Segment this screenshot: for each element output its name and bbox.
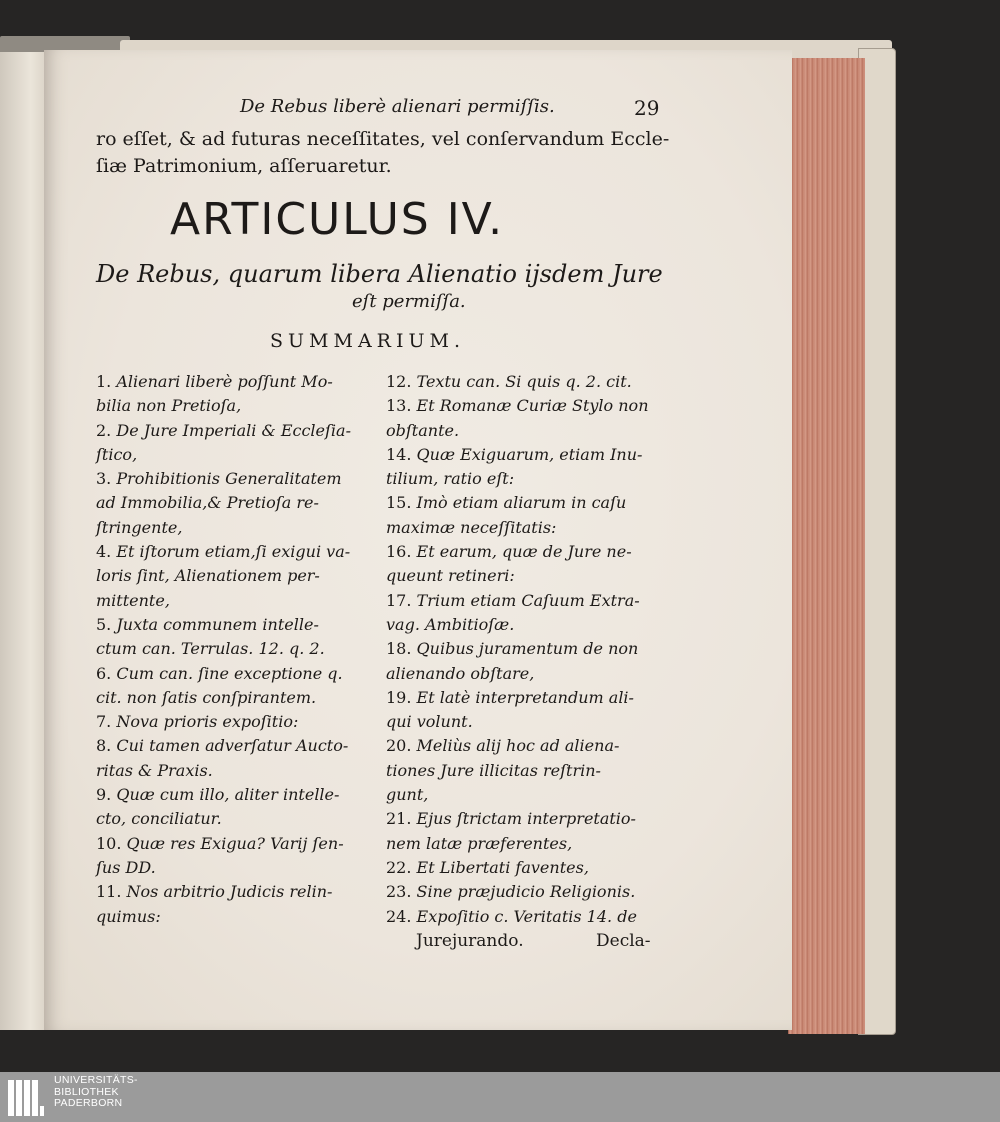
summary-entry: 23. Sine præjudicio Religionis. xyxy=(386,882,636,902)
summary-heading: SUMMARIUM. xyxy=(270,330,465,352)
summary-entry: 11. Nos arbitrio Judicis relin- quimus: xyxy=(96,882,333,926)
summary-entry: 10. Quæ res Exigua? Varij ſen- ſus DD. xyxy=(96,833,344,877)
summary-entry: 7. Nova prioris expoſitio: xyxy=(96,712,299,732)
summary-entry: 13. Et Romanæ Curiæ Stylo non obſtante. xyxy=(386,396,649,440)
catchword: Decla- xyxy=(596,931,651,951)
summary-entry: 6. Cum can. ſine exceptione q. cit. non ſatis conſpirantem. xyxy=(96,663,343,707)
summary-entry: 2. De Jure Imperiali & Eccleſia- ſtico, xyxy=(96,420,351,464)
summary-entry: 18. Quibus juramentum de non alienando obſtare, xyxy=(386,639,639,683)
article-subtitle: eſt permiſſa. xyxy=(352,291,466,312)
summary-entry: 3. Prohibitionis Generalitatem ad Immobilia,& Pretioſa re- ſtringente, xyxy=(96,469,342,537)
left-page-edge xyxy=(0,52,45,1030)
library-footer-bar xyxy=(0,1072,1000,1122)
summary-entry: 1. Alienari liberè poſſunt Mo- bilia non Pretioſa, xyxy=(96,372,333,416)
library-logo-icon xyxy=(8,1080,44,1116)
summary-entry: 22. Et Libertati faventes, xyxy=(386,857,589,877)
summary-entry: 20. Meliùs alij hoc ad aliena- tiones Jure illicitas reſtrin- gunt, xyxy=(386,736,620,805)
intro-line: ro eſſet, & ad futuras neceſſitates, vel conſervandum Eccle- xyxy=(96,128,670,150)
library-name-line: UNIVERSITÄTS- xyxy=(54,1074,138,1086)
library-name-line: PADERBORN xyxy=(54,1097,123,1109)
summary-list-right xyxy=(386,370,666,929)
summary-entry: 24. Expoſitio c. Veritatis 14. de xyxy=(386,906,637,926)
summary-entry: 14. Quæ Exiguarum, etiam Inu- tilium, ratio eſt: xyxy=(386,444,643,489)
summary-entry: 15. Imò etiam aliarum in caſu maximæ neceſſitatis: xyxy=(386,493,627,537)
summary-entry: 21. Ejus ſtrictam interpretatio- nem latæ præferentes, xyxy=(386,809,636,853)
library-name-line: BIBLIOTHEK xyxy=(54,1085,119,1098)
page-number: 29 xyxy=(634,96,660,120)
summary-entry: 8. Cui tamen adverſatur Aucto- ritas & Praxis. xyxy=(96,736,349,780)
summary-list-left xyxy=(96,370,386,929)
library-name xyxy=(54,1075,138,1110)
summary-entry: 4. Et iſtorum etiam,ſi exigui va- loris ſint, Alienationem per- mittente, xyxy=(96,542,351,610)
summary-entry: 12. Textu can. Si quis q. 2. cit. xyxy=(386,372,632,391)
article-title: ARTICULUS IV. xyxy=(170,194,505,245)
running-head: De Rebus liberè alienari permiſſis. xyxy=(240,96,555,117)
summary-entry: 16. Et earum, quæ de Jure ne- queunt retineri: xyxy=(386,542,632,586)
article-subtitle: De Rebus, quarum libera Alienatio ijsdem Jure xyxy=(96,260,663,288)
summary-entry: 19. Et latè interpretandum ali- qui volunt. xyxy=(386,687,634,732)
summary-entry: 5. Juxta communem intelle- ctum can. Terrulas. 12. q. 2. xyxy=(96,614,325,659)
page-edges xyxy=(788,58,865,1034)
intro-line: ſiæ Patrimonium, aſſeruaretur. xyxy=(96,155,392,177)
summary-entry: 9. Quæ cum illo, aliter intelle- cto, conciliatur. xyxy=(96,785,340,829)
summary-entry: 17. Trium etiam Caſuum Extra- vag. Ambitioſæ. xyxy=(386,590,640,634)
catchword: Jurejurando. xyxy=(416,931,524,951)
